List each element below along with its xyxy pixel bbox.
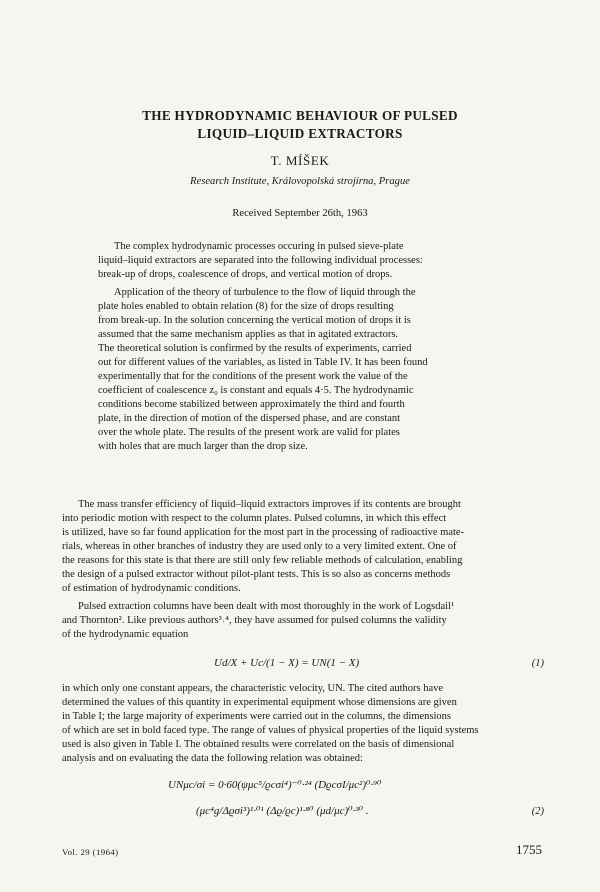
abstract-line: The complex hydrodynamic processes occuring in pulsed sieve-plate: [114, 241, 404, 252]
body-line: The mass transfer efficiency of liquid–liquid extractors improves if its contents are brought: [78, 499, 461, 510]
equation-2-line-2: (μc⁴g/Δϱσi³)¹·⁰¹ (Δϱ/ϱc)¹·⁸⁰ (μd/μc)⁰·³⁰ .: [196, 805, 369, 817]
body-line: is utilized, have so far found application for the most part in the processing of radioactive mate-: [62, 527, 465, 538]
body-line: into periodic motion with respect to the column plates. Pulsed columns, in which this effect: [62, 513, 447, 524]
abstract-line: plate, in the direction of motion of the dispersed phase, and are constant: [98, 413, 401, 424]
abstract-line: break-up of drops, coalescence of drops, and vertical motion of drops.: [98, 269, 393, 280]
body-line: used is also given in Table I. The obtained results were correlated on the basis of dimensional: [62, 739, 455, 750]
abstract-line: out for different values of the variables, as listed in Table IV. It has been found: [98, 357, 428, 368]
abstract-line: experimentally that for the conditions of the present work the value of the: [98, 371, 408, 382]
body-line: Pulsed extraction columns have been dealt with most thoroughly in the work of Logsdail¹: [78, 601, 455, 612]
title-line-2: LIQUID–LIQUID EXTRACTORS: [197, 126, 403, 141]
body-line: of which are set in bold faced type. The range of values of physical properties of the liquid systems: [62, 725, 479, 736]
abstract-line: liquid–liquid extractors are separated into the following individual processes:: [98, 255, 423, 266]
abstract-line: The theoretical solution is confirmed by the results of experiments, carried: [98, 343, 412, 354]
body-line: the design of a pulsed extractor without pilot-plant tests. This is so also as concerns methods: [62, 569, 451, 580]
abstract-line: plate holes enabled to obtain relation (8) for the size of drops resulting: [98, 301, 394, 312]
equation-2-line-1: UNμc/σi = 0·60(ψμc⁵/ϱcσi⁴)⁻⁰·²⁴ (DϱcσI/μc²)⁰·⁹⁰: [168, 779, 382, 791]
body-line: and Thornton². Like previous authors³˒⁴, they have assumed for pulsed columns the validity: [62, 615, 447, 626]
page-number: 1755: [516, 842, 542, 857]
received-date: Received September 26th, 1963: [232, 208, 368, 219]
body-line: analysis and on evaluating the data the following relation was obtained:: [62, 753, 363, 764]
equation-1: Ud/X + Uc/(1 − X) = UN(1 − X): [214, 657, 360, 669]
body-line: rials, whereas in other branches of industry they are used only to a very limited extent. One of: [62, 541, 457, 552]
equation-1-number: (1): [531, 658, 544, 669]
abstract-line: assumed that the same mechanism applies as that in agitated extractors.: [98, 329, 399, 340]
affiliation: Research Institute, Královopolská strojírna, Prague: [190, 176, 410, 187]
abstract-line: Application of the theory of turbulence to the flow of liquid through the: [114, 287, 416, 298]
abstract-line: from break-up. In the solution concerning the vertical motion of drops it is: [98, 315, 411, 326]
body-line: the reasons for this state is that there are still only few reliable methods of calculation, enabling: [62, 555, 463, 566]
abstract-line: coefficient of coalescence z₀ is constant and equals 4·5. The hydrodynamic: [98, 385, 414, 396]
abstract-line: over the whole plate. The results of the present work are valid for plates: [98, 427, 400, 438]
body-line: of estimation of hydrodynamic conditions.: [62, 583, 241, 594]
abstract-line: with holes that are much larger than the drop size.: [98, 441, 308, 452]
title-line-1: THE HYDRODYNAMIC BEHAVIOUR OF PULSED: [142, 108, 458, 123]
body-line: in Table I; the large majority of experiments were carried out in the columns, the dimensions: [62, 711, 452, 722]
author: T. MÍŠEK: [270, 153, 330, 168]
body-line: in which only one constant appears, the characteristic velocity, UN. The cited authors have: [62, 683, 444, 694]
body-line: of the hydrodynamic equation: [62, 629, 189, 640]
body-line: determined the values of this quantity in experimental equipment whose dimensions are given: [62, 697, 457, 708]
equation-2-number: (2): [531, 806, 544, 817]
abstract-line: conditions become stabilized between approximately the third and fourth: [98, 399, 405, 410]
journal-volume: Vol. 29 (1964): [62, 847, 119, 857]
